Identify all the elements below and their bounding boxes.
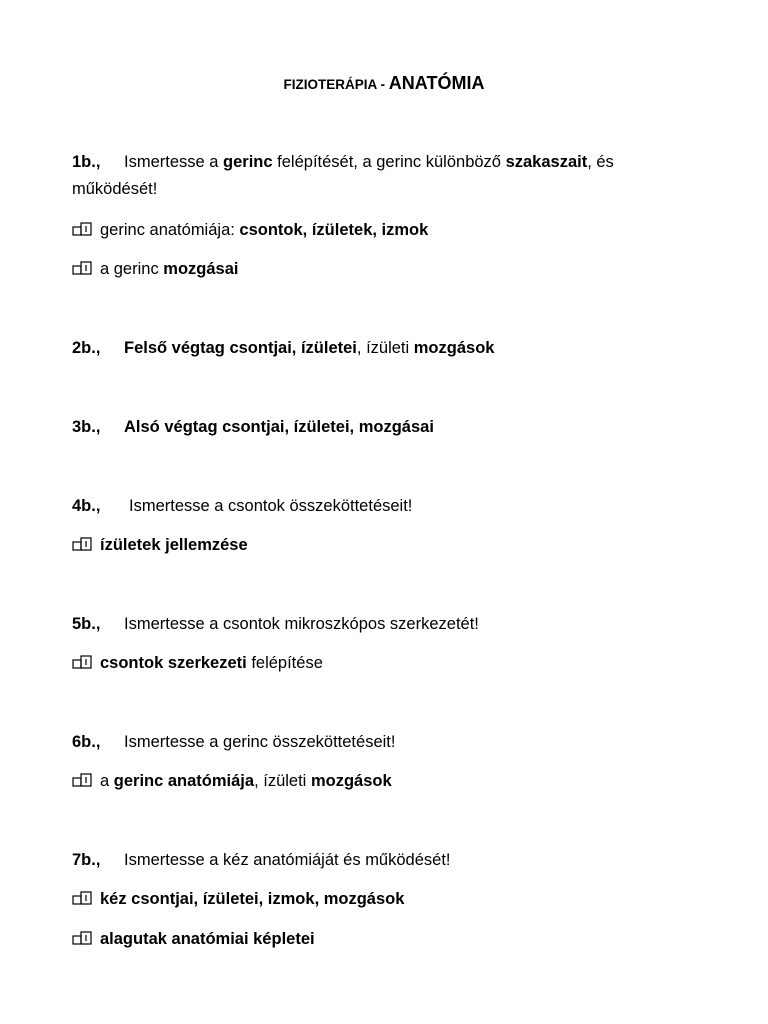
bullet-item: ízületek jellemzése [72,532,692,559]
question-number: 4b., [72,497,101,515]
question-number: 3b., [72,418,101,436]
bullet-item: csontok szerkezeti felépítése [72,650,692,677]
open-book-icon [72,891,94,905]
question-5b: 5b., Ismertesse a csontok mikroszkópos szerkezetét! [72,611,692,638]
question-6b: 6b., Ismertesse a gerinc összeköttetéseit! [72,729,692,756]
question-1b: 1b., Ismertesse a gerinc felépítését, a gerinc különböző szakaszait, és működését! [72,149,692,203]
title-prefix: FIZIOTERÁPIA - [283,77,389,92]
open-book-icon [72,222,94,236]
bullet-item: gerinc anatómiája: csontok, ízületek, izmok [72,217,692,244]
question-number: 6b., [72,733,101,751]
bullet-item: a gerinc mozgásai [72,256,692,283]
open-book-icon [72,773,94,787]
question-4b: 4b., Ismertesse a csontok összeköttetéseit! [72,493,692,520]
open-book-icon [72,261,94,275]
question-2b: 2b., Felső végtag csontjai, ízületei, ízületi mozgások [72,335,692,362]
question-3b: 3b., Alsó végtag csontjai, ízületei, mozgásai [72,414,692,441]
open-book-icon [72,537,94,551]
question-7b: 7b., Ismertesse a kéz anatómiáját és működését! [72,847,692,874]
page-title [0,68,768,100]
title-main: ANATÓMIA [388,73,485,93]
bullet-item: a gerinc anatómiája, ízületi mozgások [72,768,692,795]
question-number: 7b., [72,851,101,869]
open-book-icon [72,655,94,669]
open-book-icon [72,931,94,945]
question-number: 5b., [72,615,101,633]
question-number: 1b., [72,153,101,171]
bullet-item: kéz csontjai, ízületei, izmok, mozgások [72,886,692,913]
bullet-item: alagutak anatómiai képletei [72,926,692,953]
question-number: 2b., [72,339,101,357]
